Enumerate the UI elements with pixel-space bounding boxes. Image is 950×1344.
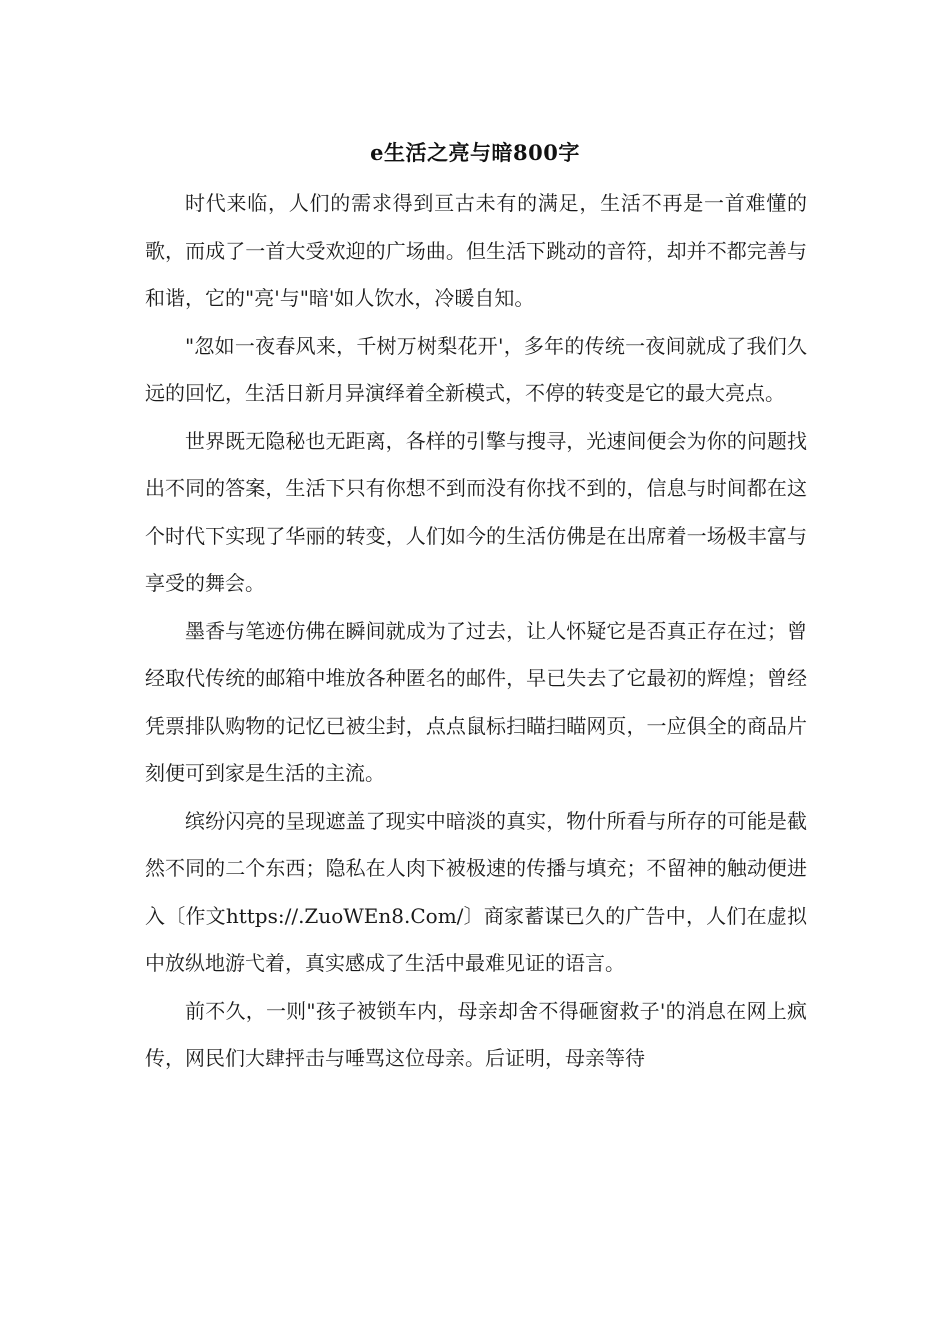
paragraph: 时代来临，人们的需求得到亘古未有的满足，生活不再是一首难懂的歌，而成了一首大受欢迎的广场曲。但生活下跳动的音符，却并不都完善与和谐，它的"亮'与"暗'如人饮水，冷暖自知。 xyxy=(145,191,807,310)
paragraph: 世界既无隐秘也无距离，各样的引擎与搜寻，光速间便会为你的问题找出不同的答案，生活下只有你想不到而没有你找不到的，信息与时间都在这个时代下实现了华丽的转变，人们如今的生活仿佛是在出席着一场极丰富与享受的舞会。 xyxy=(145,428,807,595)
paragraph: "忽如一夜春风来，千树万树梨花开'，多年的传统一夜间就成了我们久远的回忆，生活日新月异演绎着全新模式，不停的转变是它的最大亮点。 xyxy=(145,333,807,405)
paragraph: 缤纷闪亮的呈现遮盖了现实中暗淡的真实，物什所看与所存的可能是截然不同的二个东西；隐私在人肉下被极速的传播与填充；不留神的触动便进入〔作文https://.ZuoWEn8.Com/〕商家蓄谋已久的广告中，人们在虚拟中放纵地游弋着，真实感成了生活中最难见证的语言。 xyxy=(145,808,807,975)
document-title: e生活之亮与暗800字 xyxy=(370,140,580,165)
paragraph: 墨香与笔迹仿佛在瞬间就成为了过去，让人怀疑它是否真正存在过；曾经取代传统的邮箱中堆放各种匿名的邮件，早已失去了它最初的辉煌；曾经凭票排队购物的记忆已被尘封，点点鼠标扫瞄扫瞄网页，一应俱全的商品片刻便可到家是生活的主流。 xyxy=(145,618,807,785)
document-body xyxy=(145,180,807,1083)
paragraph: 前不久，一则"孩子被锁车内，母亲却舍不得砸窗救子'的消息在网上疯传，网民们大肆抨击与唾骂这位母亲。后证明，母亲等待 xyxy=(145,998,807,1070)
